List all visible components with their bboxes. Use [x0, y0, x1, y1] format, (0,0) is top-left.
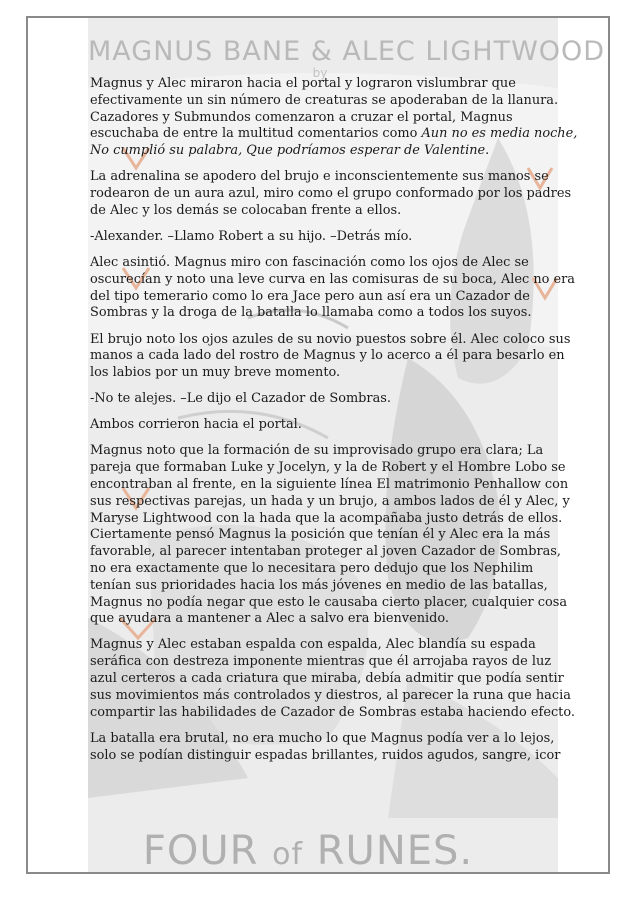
paragraph: -Alexander. –Llamo Robert a su hijo. –Detrás mío.	[90, 228, 413, 244]
paragraph: Magnus y Alec estaban espalda con espalda, Alec blandía su espada seráfica con destreza imponente mientras que él arrojaba rayos de luz azul certeros a cada criatura que miraba, debía admitir que podía sentir sus movimientos más controlados y diestros, al parecer la runa que hacia compartir las habilidades de Cazador de Sombras estaba haciendo efecto.	[90, 637, 575, 720]
footer-word: RUNES.	[316, 828, 474, 874]
paragraph: Magnus y Alec miraron hacia el portal y lograron vislumbrar que efectivamente un sin número de creaturas se apoderaban de la llanura. Cazadores y Submundos comenzaron a cruzar el portal, Magnus escuchaba de entre la multitud comentarios como Aun no es media noche, No cumplió su palabra, Que podríamos esperar de Valentine.	[90, 76, 578, 159]
page-frame	[26, 16, 610, 874]
paragraph: La adrenalina se apodero del brujo e inconscientemente sus manos se rodearon de un aura azul, miro como el grupo conformado por los padres de Alec y los demás se colocaban frente a ellos.	[90, 169, 572, 218]
story-text	[90, 76, 578, 774]
paragraph: La batalla era brutal, no era mucho lo que Magnus podía ver a lo lejos, solo se podían distinguir espadas brillantes, ruidos agudos, sangre, icor	[90, 730, 561, 763]
footer-word: FOUR	[142, 828, 259, 874]
paragraph: Ambos corrieron hacia el portal.	[90, 417, 302, 433]
watermark-byline: by	[312, 66, 328, 80]
paragraph: El brujo noto los ojos azules de su novio puestos sobre él. Alec coloco sus manos a cada lado del rostro de Magnus y lo acerco a él para besarlo en los labios por un muy breve momento.	[90, 331, 571, 381]
watermark-footer	[128, 828, 488, 874]
footer-word: of	[272, 837, 304, 872]
paragraph: Alec asintió. Magnus miro con fascinación como los ojos de Alec se oscurecían y noto una leve curva en las comisuras de su boca, Alec no era del tipo temerario como lo era Jace pero aun así era un Cazador de Sombras y la droga de la batalla lo llamaba como a todos los suyos.	[90, 255, 575, 321]
italic-quote: Aun no es media noche, No cumplió su palabra, Que podríamos esperar de Valentine	[90, 126, 578, 159]
paragraph: Magnus noto que la formación de su improvisado grupo era clara; La pareja que formaban Luke y Jocelyn, y la de Robert y el Hombre Lobo se encontraban al frente, en la siguiente línea El matrimonio Penhallow con sus respectivas parejas, un hada y un brujo, a ambos lados de él y Alec, y Maryse Lightwood con la hada que la acompañaba justo detrás de ellos. Ciertamente pensó Magnus la posición que tenían él y Alec era la más favorable, al parecer intentaban proteger al joven Cazador de Sombras, no era exactamente que lo necesitara pero dedujo que los Nephilim tenían sus prioridades hacia los más jóvenes en medio de las batallas, Magnus no podía negar que esto le causaba cierto placer, cualquier cosa que ayudara a mantener a Alec a salvo era bienvenido.	[90, 443, 570, 627]
watermark-title: MAGNUS BANE & ALEC LIGHTWOOD	[88, 36, 606, 67]
paragraph: -No te alejes. –Le dijo el Cazador de Sombras.	[90, 391, 391, 407]
